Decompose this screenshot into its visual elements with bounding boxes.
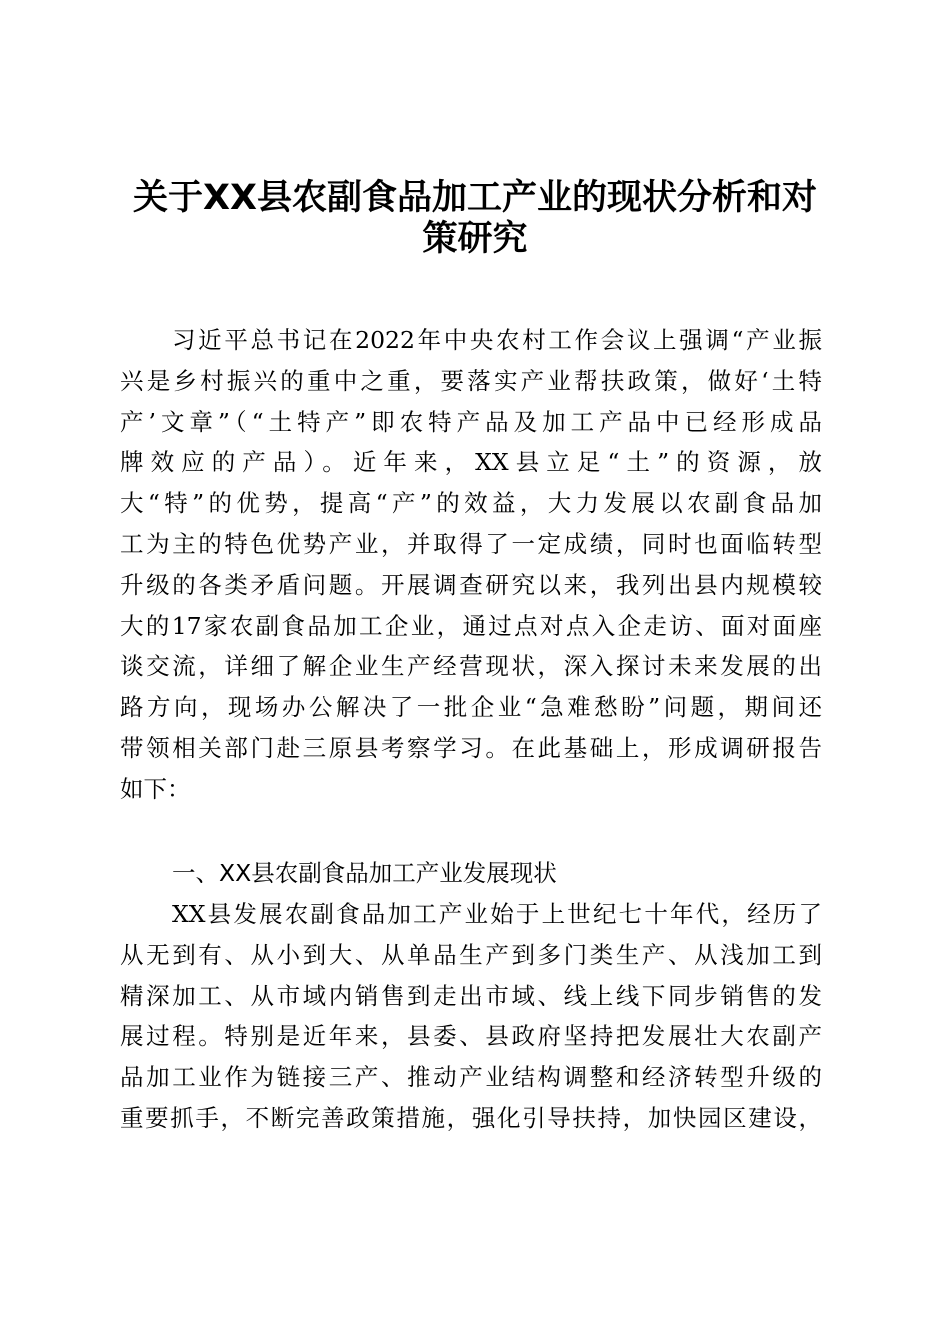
- paragraph-line: 品加工业作为链接三产、推动产业结构调整和经济转型升级的: [120, 1063, 822, 1092]
- paragraph-line: 习近平总书记在2022年中央农村工作会议上强调“产业振: [172, 326, 822, 354]
- paragraph-line: XX县发展农副食品加工产业始于上世纪七十年代，经历了: [172, 900, 822, 928]
- paragraph-line: 重要抓手，不断完善政策措施，强化引导扶持，加快园区建设，: [120, 1103, 822, 1132]
- paragraph-status: [120, 894, 822, 1139]
- paragraph-line: 大“特”的优势，提高“产”的效益，大力发展以农副食品加: [120, 489, 822, 518]
- paragraph-line: 精深加工、从市域内销售到走出市域、线上线下同步销售的发: [120, 981, 822, 1010]
- title-line-1: 关于XX县农副食品加工产业的现状分析和对: [133, 178, 817, 218]
- paragraph-line: 如下：: [120, 774, 191, 803]
- paragraph-line: 兴是乡村振兴的重中之重，要落实产业帮扶政策，做好‘土特: [120, 366, 822, 395]
- paragraph-intro: [120, 320, 822, 810]
- paragraph-line: 带领相关部门赴三原县考察学习。在此基础上，形成调研报告: [120, 733, 822, 762]
- title-line-2: 策研究: [422, 218, 528, 259]
- paragraph-line: 从无到有、从小到大、从单品生产到多门类生产、从浅加工到: [120, 940, 822, 969]
- paragraph-line: 牌效应的产品）。近年来，XX县立足“土”的资源，放: [120, 448, 822, 477]
- paragraph-line: 路方向，现场办公解决了一批企业“急难愁盼”问题，期间还: [120, 693, 822, 722]
- paragraph-line: 产’文章”（“土特产”即农特产品及加工产品中已经形成品: [120, 407, 822, 436]
- paragraph-line: 工为主的特色优势产业，并取得了一定成绩，同时也面临转型: [120, 529, 822, 558]
- paragraph-line: 大的17家农副食品加工企业，通过点对点入企走访、面对面座: [120, 611, 822, 640]
- paragraph-line: 谈交流，详细了解企业生产经营现状，深入探讨未来发展的出: [120, 652, 822, 681]
- heading-1: 一、XX县农副食品加工产业发展现状: [172, 859, 557, 887]
- paragraph-line: 升级的各类矛盾问题。开展调查研究以来，我列出县内规模较: [120, 570, 822, 599]
- section-heading: [120, 853, 822, 894]
- document-title: [100, 175, 850, 257]
- paragraph-line: 展过程。特别是近年来，县委、县政府坚持把发展壮大农副产: [120, 1022, 822, 1051]
